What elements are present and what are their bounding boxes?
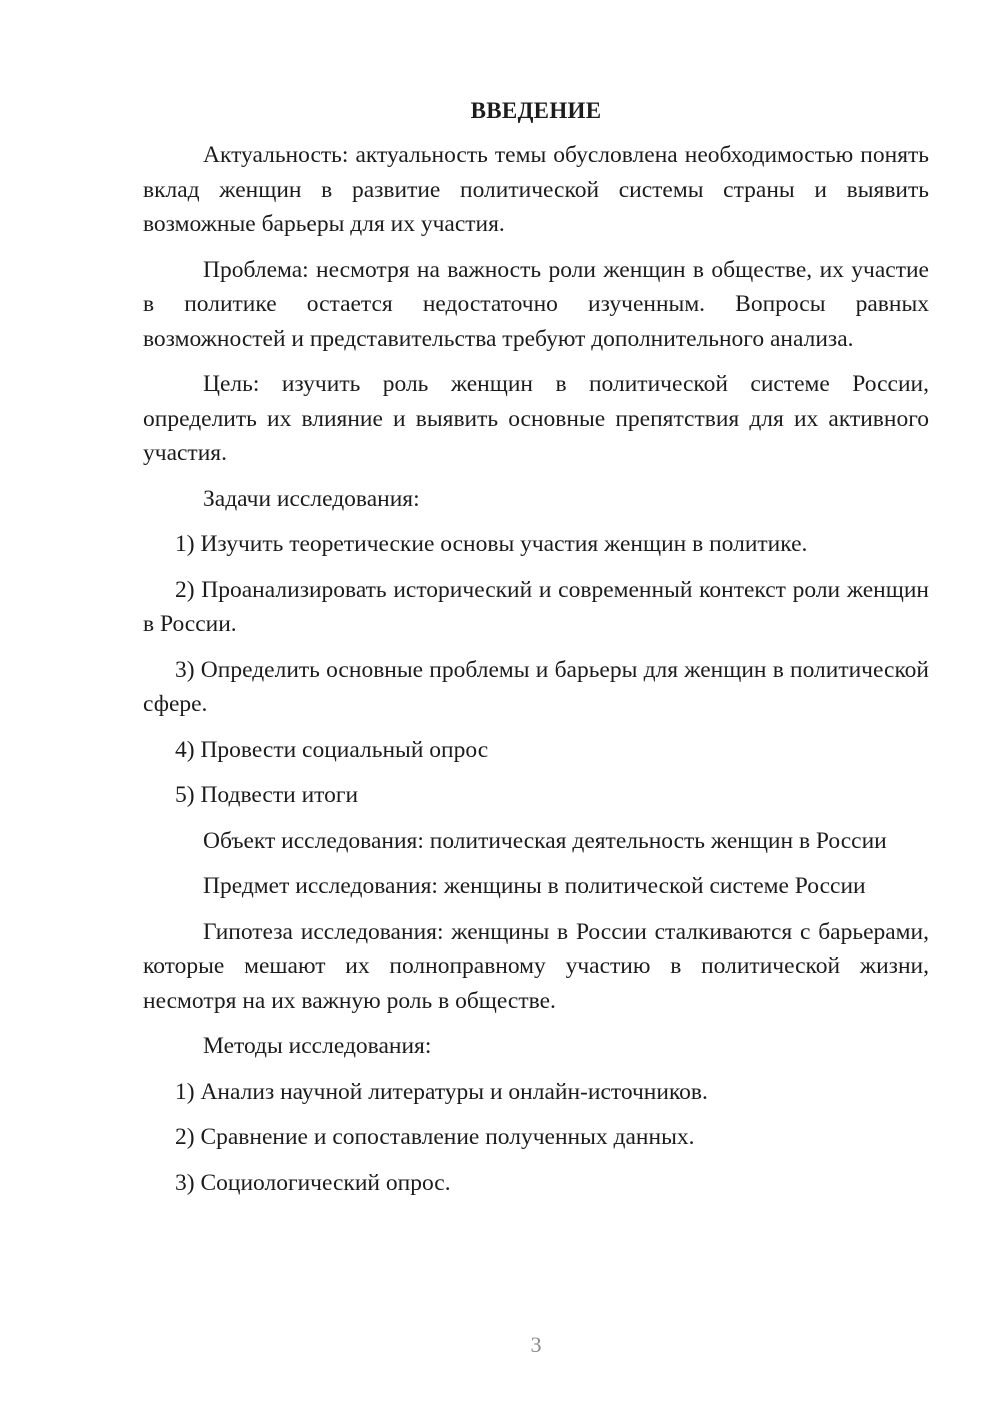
tasks-heading: Задачи исследования: xyxy=(203,485,420,512)
method-item-3: 3) Социологический опрос. xyxy=(175,1169,451,1196)
method-item-2: 2) Сравнение и сопоставление полученных данных. xyxy=(175,1124,695,1150)
relevance-paragraph: Актуальность: актуальность темы обусловлена необходимостью понять вклад женщин в развитие политической системы страны и выявить возможные барьеры для их участия. xyxy=(143,142,929,237)
task-item-4: 4) Провести социальный опрос xyxy=(175,736,489,763)
task-item-2: 2) Проанализировать исторический и современный контекст роли женщин в России. xyxy=(143,576,929,637)
task-item-1: 1) Изучить теоретические основы участия женщин в политике. xyxy=(175,531,808,557)
task-item-5: 5) Подвести итоги xyxy=(175,782,359,808)
page-number: 3 xyxy=(530,1332,542,1357)
research-object-paragraph: Объект исследования: политическая деятельность женщин в России xyxy=(203,827,887,854)
problem-paragraph: Проблема: несмотря на важность роли женщин в обществе, их участие в политике остается недостаточно изученным. Вопросы равных возможностей и представительства требуют дополнительного анализа. xyxy=(143,256,929,352)
method-item-1: 1) Анализ научной литературы и онлайн-источников. xyxy=(175,1078,708,1105)
page-content xyxy=(143,94,929,1211)
hypothesis-paragraph: Гипотеза исследования: женщины в России сталкиваются с барьерами, которые мешают их полноправному участию в политической жизни, несмотря на их важную роль в обществе. xyxy=(143,918,929,1014)
goal-paragraph: Цель: изучить роль женщин в политической системе России, определить их влияние и выявить основные препятствия для их активного участия. xyxy=(143,371,929,466)
task-item-3: 3) Определить основные проблемы и барьеры для женщин в политической сфере. xyxy=(143,656,929,717)
section-title: ВВЕДЕНИЕ xyxy=(470,98,602,123)
research-subject-paragraph: Предмет исследования: женщины в политической системе России xyxy=(203,873,866,899)
methods-heading: Методы исследования: xyxy=(203,1033,432,1059)
